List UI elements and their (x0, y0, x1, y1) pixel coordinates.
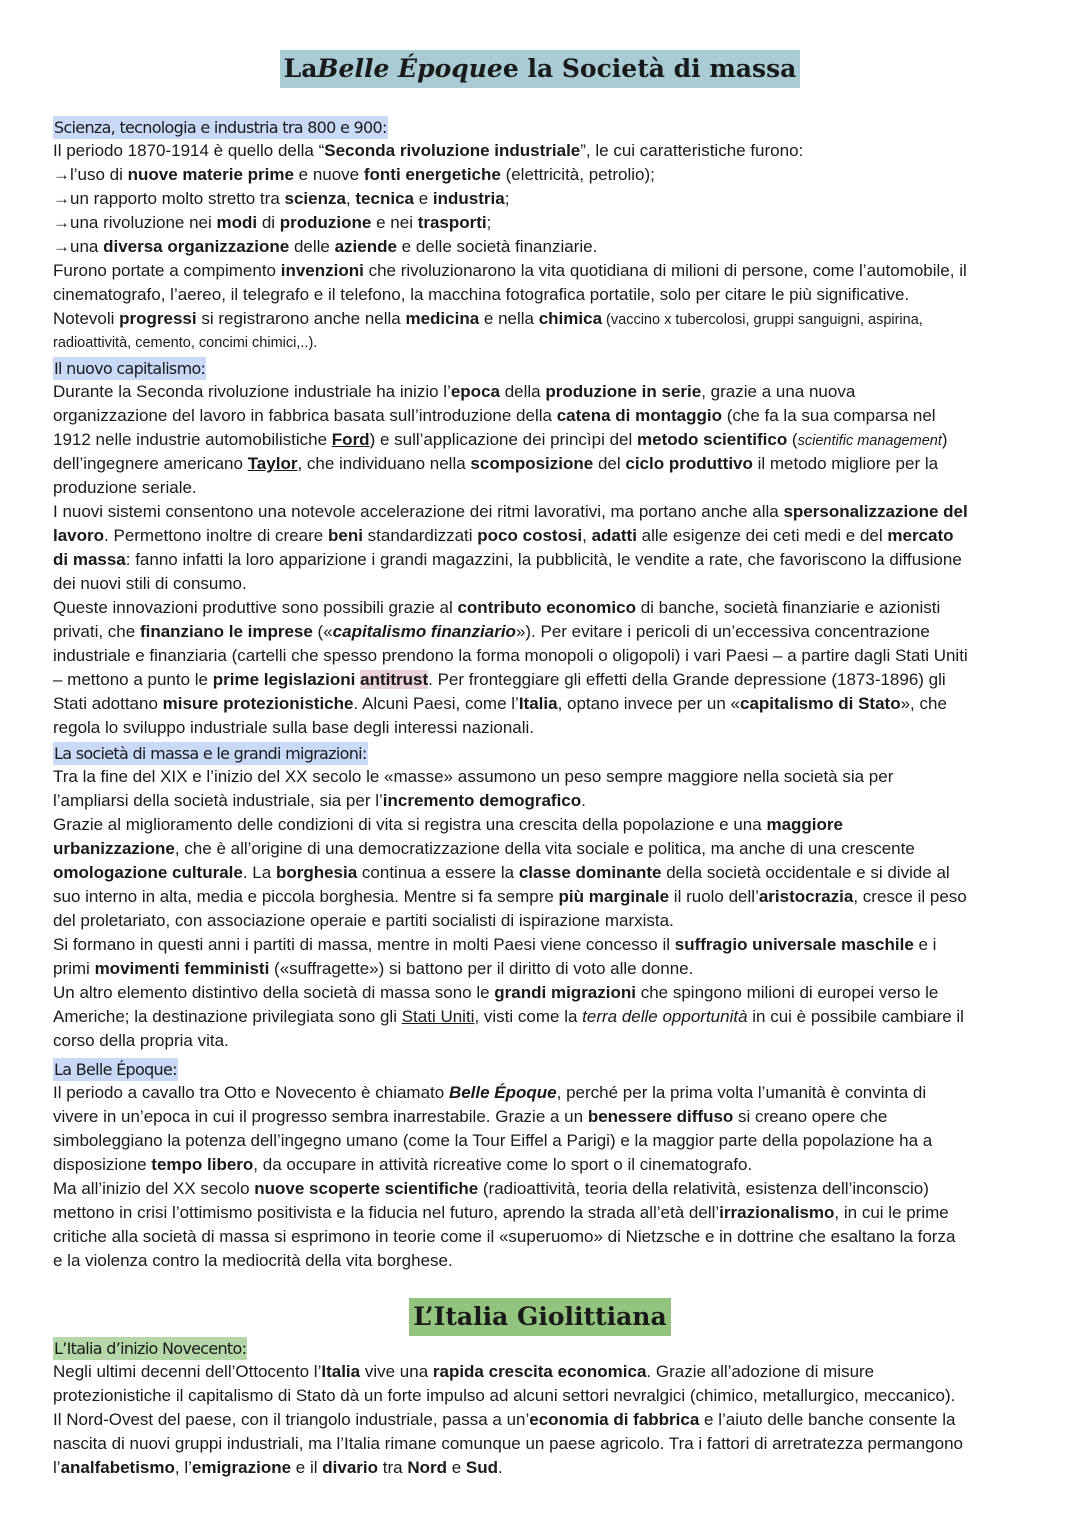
text-line (53, 1408, 1033, 1432)
text-run: più marginale (558, 887, 670, 906)
text-run: Un altro elemento distintivo della società di massa sono le (53, 983, 495, 1002)
text-run: chimica (538, 309, 603, 328)
text-line (53, 957, 1033, 981)
text-run: ) (941, 430, 948, 449)
text-run: industriale e finanziaria (cartelli che spesso prendono la forma monopoli o oligopoli) i vari Paesi – a partire dagli Stati Uniti (53, 646, 968, 665)
title-part2: e la Società di massa (502, 54, 797, 83)
section-body (53, 1081, 1033, 1273)
text-run: critiche alla società di massa si esprimono in teorie come il «superuomo» di Nietzsche e in dottrine che esaltano la forza (53, 1227, 956, 1246)
text-line (53, 933, 1033, 957)
text-run: →un rapporto molto stretto tra (53, 189, 285, 208)
text-run: →una (53, 237, 104, 256)
text-run: l’ (53, 1458, 61, 1477)
text-run: , visti come la (474, 1007, 583, 1026)
text-run: nuove materie prime (127, 165, 294, 184)
text-run: diversa organizzazione (103, 237, 290, 256)
text-run: e (413, 189, 433, 208)
text-run: . Grazie all’adozione di misure (646, 1362, 875, 1381)
section-heading: La società di massa e le grandi migrazioni: (54, 744, 367, 763)
text-line (53, 1129, 1033, 1153)
text-run: . Alcuni Paesi, come l’ (353, 694, 519, 713)
text-run: borghesia (275, 863, 358, 882)
text-run: , da occupare in attività ricreative come lo sport o il cinematografo. (253, 1155, 753, 1174)
text-run: ( (787, 430, 798, 449)
text-run: Stati Uniti (401, 1007, 475, 1026)
text-run: corso della propria vita. (53, 1031, 229, 1050)
text-run: fonti energetiche (363, 165, 501, 184)
text-line (53, 1005, 1033, 1029)
text-line (53, 1105, 1033, 1129)
text-line (53, 909, 1033, 933)
section-heading: L’Italia d’inizio Novecento: (54, 1339, 247, 1358)
text-run: e la violenza contro la mediocrità della vita borghese. (53, 1251, 453, 1270)
text-run: , in cui le prime (834, 1203, 949, 1222)
text-run: standardizzati (362, 526, 478, 545)
text-run: →l’uso di (53, 165, 128, 184)
page-title (0, 50, 1080, 88)
text-run: del (593, 454, 626, 473)
text-run: produzione (279, 213, 372, 232)
text-run: alle esigenze dei ceti medi e del (636, 526, 888, 545)
text-run: capitalismo di Stato (740, 694, 901, 713)
text-line (53, 1153, 1033, 1177)
text-run: e nei (371, 213, 418, 232)
text-run: che rivoluzionarono la vita quotidiana di milioni di persone, come l’automobile, il (363, 261, 967, 280)
text-run: . (498, 1458, 503, 1477)
text-run: rapida crescita economica (432, 1362, 647, 1381)
text-line (53, 1081, 1033, 1105)
text-run: , perché per la prima volta l’umanità è convinta di (556, 1083, 927, 1102)
section-body (53, 380, 1033, 740)
text-line (53, 1384, 1033, 1408)
text-run: Italia (321, 1362, 361, 1381)
text-line (53, 404, 1033, 428)
text-run: Americhe; la destinazione privilegiata sono gli (53, 1007, 402, 1026)
text-run: vive una (360, 1362, 433, 1381)
text-run: catena di montaggio (556, 406, 722, 425)
text-run: organizzazione del lavoro in fabbrica basata sull’introduzione della (53, 406, 557, 425)
text-line (53, 1177, 1033, 1201)
text-run: economia di fabbrica (529, 1410, 700, 1429)
text-line (53, 620, 1033, 644)
text-line (53, 163, 1033, 187)
text-run: movimenti femministi (94, 959, 270, 978)
section-capitalismo (53, 357, 1033, 740)
text-line (53, 380, 1033, 404)
text-run: 1912 nelle industrie automobilistiche (53, 430, 332, 449)
text-run: Ford (331, 430, 370, 449)
section-body (53, 765, 1033, 1053)
text-run: Sud (465, 1458, 498, 1477)
section-societa-massa (53, 742, 1033, 1053)
text-run: omologazione culturale (53, 863, 243, 882)
text-run: produzione in serie (545, 382, 702, 401)
text-run: epoca (450, 382, 500, 401)
text-run: e l’aiuto delle banche consente la (699, 1410, 956, 1429)
section-heading: Scienza, tecnologia e industria tra 800 e 900: (54, 118, 387, 137)
section-belle-epoque (53, 1058, 1033, 1273)
text-run: lavoro (53, 526, 105, 545)
text-run: Stati adottano (53, 694, 163, 713)
text-run: (che fa la sua comparsa nel (722, 406, 936, 425)
text-run: delle (289, 237, 335, 256)
text-run: vivere in un’epoca in cui il progresso sembra inarrestabile. Grazie a un (53, 1107, 588, 1126)
text-run: Durante la Seconda rivoluzione industriale ha inizio l’ (53, 382, 451, 401)
section-italia (53, 1337, 1033, 1480)
text-run (449, 1083, 557, 1102)
text-run: Notevoli (53, 309, 120, 328)
text-run: simboleggiano la potenza dell’ingegno umano (come la Tour Eiffel a Parigi) e la maggior parte della popolazione ha a (53, 1131, 933, 1150)
text-run: e nella (479, 309, 539, 328)
text-run: classe dominante (518, 863, 662, 882)
text-run: , l’ (174, 1458, 192, 1477)
text-line (53, 789, 1033, 813)
text-run: Furono portate a compimento (53, 261, 281, 280)
text-run: »). Per evitare i pericoli di un’eccessiva concentrazione (515, 622, 930, 641)
text-run: →una rivoluzione nei (53, 213, 217, 232)
antitrust-highlight: antitrust (360, 670, 429, 689)
text-run: il ruolo dell’ (669, 887, 759, 906)
text-run: capitalismo finanziario (332, 622, 516, 641)
text-run: della società occidentale e si divide al (661, 863, 950, 882)
text-line (53, 837, 1033, 861)
text-run: (elettricità, petrolio); (500, 165, 655, 184)
text-run: Si formano in questi anni i partiti di massa, mentre in molti Paesi viene concesso il (53, 935, 675, 954)
text-run: radioattività, cemento, concimi chimici,..). (53, 335, 318, 351)
text-run: cinematografo, l’aereo, il telegrafo e il telefono, la macchina fotografica portatile, solo per citare le più significative. (53, 285, 910, 304)
text-run: del proletariato, con associazione operaie e partiti socialisti di ispirazione marxista. (53, 911, 674, 930)
text-run: . Permettono inoltre di creare (104, 526, 328, 545)
text-run: (radioattività, teoria della relatività, esistenza dell’inconscio) (478, 1179, 929, 1198)
text-run: ) e sull’applicazione dei princìpi del (369, 430, 638, 449)
text-run: beni (327, 526, 363, 545)
text-line (53, 765, 1033, 789)
text-run: terra delle opportunità (582, 1007, 748, 1026)
title-italic: Belle Époque (317, 54, 503, 83)
text-run: progressi (119, 309, 197, 328)
text-run: Il periodo a cavallo tra Otto e Novecento è chiamato (53, 1083, 449, 1102)
text-run: aristocrazia (758, 887, 854, 906)
text-run: si creano opere che (733, 1107, 888, 1126)
text-run: protezionistiche il capitalismo di Stato dà un forte impulso ad alcuni settori nevralgici (chimico, metallurgico, meccanico). (53, 1386, 956, 1405)
text-run: irrazionalismo (719, 1203, 835, 1222)
text-run: e i (913, 935, 937, 954)
text-line (53, 476, 1033, 500)
text-run: ”, le cui caratteristiche furono: (580, 141, 804, 160)
text-line (53, 692, 1033, 716)
text-run: scientific management (797, 433, 942, 449)
text-run: trasporti (417, 213, 487, 232)
text-run: (« (312, 622, 333, 641)
text-line (53, 572, 1033, 596)
section-heading: Il nuovo capitalismo: (54, 359, 206, 378)
text-line (53, 644, 1033, 668)
text-run: poco costosi (477, 526, 583, 545)
text-run: medicina (405, 309, 480, 328)
text-line (53, 668, 1033, 692)
text-run: metodo scientifico (637, 430, 788, 449)
text-run: di banche, società finanziarie e azionisti (635, 598, 941, 617)
text-run: continua a essere la (357, 863, 519, 882)
text-line (53, 1201, 1033, 1225)
text-run: Grazie al miglioramento delle condizioni di vita si registra una crescita della popolazione e una (53, 815, 767, 834)
text-line (53, 331, 1033, 355)
text-run: ; (504, 189, 510, 208)
text-line (53, 1225, 1033, 1249)
text-run: nascita di nuovi gruppi industriali, ma l’Italia rimane comunque un paese agricolo. Tra i fattori di arretratezza permangono (53, 1434, 963, 1453)
text-run: dei nuovi stili di consumo. (53, 574, 247, 593)
text-run: Il Nord-Ovest del paese, con il triangolo industriale, passa a un’ (53, 1410, 530, 1429)
text-run: di massa (53, 550, 126, 569)
text-line (53, 1249, 1033, 1273)
text-run: e il (291, 1458, 323, 1477)
text-run: mercato (887, 526, 954, 545)
text-run: regola lo sviluppo industriale sulla base degli interessi nazionali. (53, 718, 535, 737)
text-run: incremento demografico (382, 791, 582, 810)
text-run: Belle Époque (448, 1083, 557, 1102)
text-line (53, 548, 1033, 572)
text-run: divario (322, 1458, 379, 1477)
text-line (53, 500, 1033, 524)
text-run: , optano invece per un « (557, 694, 740, 713)
text-run: Negli ultimi decenni dell’Ottocento l’ (53, 1362, 322, 1381)
text-run: scomposizione (470, 454, 594, 473)
text-run: benessere diffuso (587, 1107, 734, 1126)
text-run: , che individuano nella (297, 454, 471, 473)
text-run: nuove scoperte scientifiche (254, 1179, 479, 1198)
text-run: contributo economico (457, 598, 636, 617)
text-run: il metodo migliore per la (752, 454, 939, 473)
section-body (53, 139, 1033, 355)
text-run: finanziano le imprese (139, 622, 313, 641)
text-line (53, 139, 1033, 163)
text-run: . La (242, 863, 276, 882)
text-run: I nuovi sistemi consentono una notevole accelerazione dei ritmi lavorativi, ma portano anche alla (53, 502, 784, 521)
text-line (53, 1029, 1033, 1053)
text-run: . Per fronteggiare gli effetti della Grande depressione (1873-1896) gli (428, 670, 946, 689)
text-run: Ma all’inizio del XX secolo (53, 1179, 255, 1198)
text-run: scienza (284, 189, 346, 208)
text-run: industria (432, 189, 505, 208)
text-line (53, 981, 1033, 1005)
text-run: aziende (334, 237, 397, 256)
text-run: Tra la fine del XIX e l’inizio del XX secolo le «masse» assumono un peso sempre maggiore nella società sia per (53, 767, 894, 786)
text-run: tecnica (355, 189, 414, 208)
text-run: suffragio universale maschile (674, 935, 914, 954)
text-run: , cresce il peso (853, 887, 967, 906)
text-run: suo interno in alta, media e piccola borghesia. Mentre si fa sempre (53, 887, 559, 906)
text-line (53, 1456, 1033, 1480)
text-run: (vaccino x tubercolosi, gruppi sanguigni, aspirina, (602, 312, 923, 328)
text-run: e (446, 1458, 466, 1477)
text-run (333, 622, 516, 641)
text-run: invenzioni (280, 261, 364, 280)
text-run: tempo libero (151, 1155, 254, 1174)
text-line (53, 283, 1033, 307)
text-run: mettono in crisi l’ottimismo positivista e la fiducia nel futuro, aprendo la strada all’età dell’ (53, 1203, 720, 1222)
text-run: spersonalizzazione del (783, 502, 968, 521)
text-run: ciclo produttivo (625, 454, 753, 473)
text-line (53, 716, 1033, 740)
text-line (53, 452, 1033, 476)
text-line (53, 307, 1033, 331)
text-run: : fanno infatti la loro apparizione i grandi magazzini, la pubblicità, le vendite a rate, che favoriscono la diffusione (125, 550, 962, 569)
text-run: («suffragette») si battono per il diritto di voto alle donne. (269, 959, 694, 978)
text-run: ; (486, 213, 492, 232)
section-scienza (53, 116, 1033, 355)
text-line (53, 235, 1033, 259)
text-line (53, 813, 1033, 837)
text-run: tra (378, 1458, 408, 1477)
title-part1: La (283, 54, 318, 83)
text-line (53, 524, 1033, 548)
title-highlight (280, 50, 801, 88)
text-line (53, 187, 1033, 211)
text-run: Seconda rivoluzione industriale (324, 141, 581, 160)
text-run: e nuove (293, 165, 364, 184)
text-line (53, 259, 1033, 283)
text-run: di (257, 213, 280, 232)
text-run: dell’ingegnere americano (53, 454, 248, 473)
text-run: , (345, 189, 356, 208)
text-run: l’ampliarsi della società industriale, sia per l’ (53, 791, 383, 810)
text-run: analfabetismo (60, 1458, 175, 1477)
text-line (53, 1360, 1033, 1384)
text-line (53, 211, 1033, 235)
text-run: Nord (407, 1458, 447, 1477)
text-run: che spingono milioni di europei verso le (635, 983, 939, 1002)
text-run: prime legislazioni (212, 670, 356, 689)
section-heading: La Belle Époque: (54, 1060, 177, 1079)
text-run: e delle società finanziarie. (396, 237, 598, 256)
text-run: misure protezionistiche (162, 694, 354, 713)
text-run: emigrazione (191, 1458, 292, 1477)
text-line (53, 1432, 1033, 1456)
text-line (53, 861, 1033, 885)
text-run: maggiore (766, 815, 843, 834)
text-run: della (499, 382, 546, 401)
text-run: Taylor (247, 454, 298, 473)
text-run: – mettono a punto le (53, 670, 213, 689)
text-run: », che (900, 694, 947, 713)
text-run: Il periodo 1870-1914 è quello della “ (53, 141, 325, 160)
text-run: , che è all’origine di una democratizzazione della vita sociale e politica, ma anche di una crescente (174, 839, 915, 858)
text-run: adatti (591, 526, 637, 545)
text-line (53, 428, 1033, 452)
text-line (53, 596, 1033, 620)
section-body (53, 1360, 1033, 1480)
text-run: in cui è possibile cambiare il (747, 1007, 964, 1026)
text-run: . (581, 791, 586, 810)
text-run: urbanizzazione (53, 839, 175, 858)
title2-highlight: L’Italia Giolittiana (409, 1298, 670, 1336)
text-run: produzione seriale. (53, 478, 197, 497)
page-title-2 (0, 1298, 1080, 1336)
text-run: , grazie a una nuova (701, 382, 856, 401)
text-run: Italia (518, 694, 558, 713)
text-run: , (582, 526, 592, 545)
text-run: Queste innovazioni produttive sono possibili grazie al (53, 598, 458, 617)
text-run: si registrarono anche nella (196, 309, 406, 328)
text-run: disposizione (53, 1155, 152, 1174)
text-run: privati, che (53, 622, 140, 641)
text-run: grandi migrazioni (494, 983, 636, 1002)
text-run: modi (216, 213, 258, 232)
text-run: primi (53, 959, 95, 978)
text-line (53, 885, 1033, 909)
